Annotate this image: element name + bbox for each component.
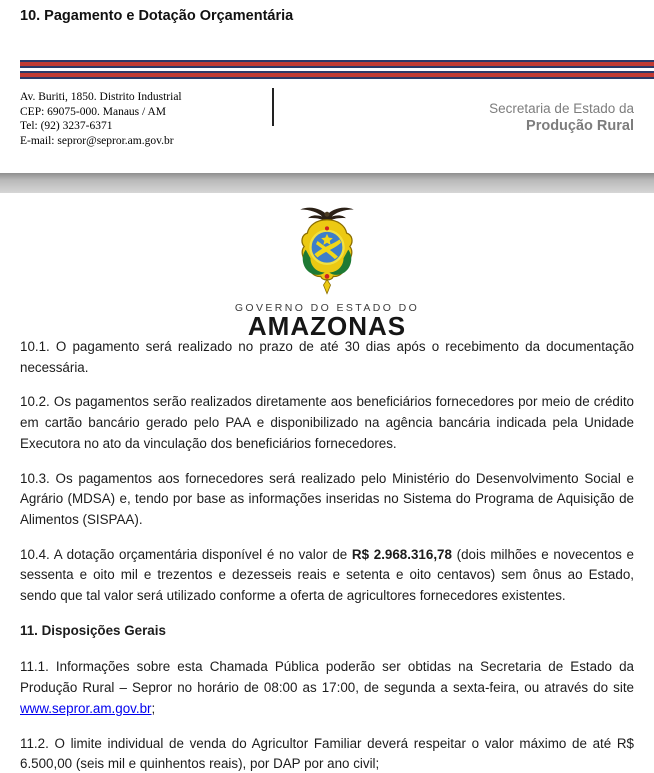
logo-state-name: AMAZONAS <box>247 311 407 341</box>
section-10-heading: 10. Pagamento e Dotação Orçamentária <box>20 8 294 24</box>
paragraph-10-1: 10.1. O pagamento será realizado no prazo de até 30 dias após o recebimento da documentação necessária. <box>20 339 634 375</box>
letterhead-divider <box>272 88 274 126</box>
letterhead-org-block <box>489 100 634 135</box>
document-body <box>20 337 634 773</box>
org-name-line1: Secretaria de Estado da <box>489 101 634 116</box>
sepror-website-link[interactable]: www.sepror.am.gov.br <box>20 700 152 716</box>
letterhead-address-block <box>20 90 182 148</box>
paragraph-11-1-suffix: ; <box>151 700 156 716</box>
stripe-ribbon-top <box>20 60 654 68</box>
paragraph-11-1-prefix: 11.1. Informações sobre esta Chamada Pública poderão ser obtidas na Secretaria de Estado da Produção Rural – Sepror no horário de 08:00 as 17:00, de segunda a sexta-feira, ou através do site <box>20 659 634 696</box>
address-line-cep: CEP: 69075-000. Manaus / AM <box>20 105 166 118</box>
paragraph-10-2: 10.2. Os pagamentos serão realizados diretamente aos beneficiários fornecedores por meio de crédito em cartão bancário gerado pelo PAA e disponibilizado na agência bancária indicada pela Unidade Executora no ato da vinculação dos beneficiários fornecedores. <box>20 394 634 451</box>
stripe-ribbon-bottom <box>20 71 654 79</box>
section-11-heading: 11. Disposições Gerais <box>20 622 166 638</box>
address-line-email: E-mail: sepror@sepror.am.gov.br <box>20 134 174 147</box>
paragraph-10-3: 10.3. Os pagamentos aos fornecedores será realizado pelo Ministério do Desenvolvimento Social e Agrário (MDSA) e, tendo por base as informações inseridas no Sistema do Programa de Aquisição de Alimentos (SISPAA). <box>20 470 634 527</box>
logo-caption: GOVERNO DO ESTADO DO <box>234 302 420 314</box>
paragraph-10-4-prefix: 10.4. A dotação orçamentária disponível é no valor de <box>20 546 352 562</box>
paragraph-11-2: 11.2. O limite individual de venda do Agricultor Familiar deverá respeitar o valor máximo de até R$ 6.500,00 (seis mil e quinhentos reais), por DAP por ano civil; <box>20 735 634 772</box>
amazonas-coat-of-arms-icon <box>287 204 367 300</box>
address-line-tel: Tel: (92) 3237-6371 <box>20 120 113 132</box>
budget-amount: R$ 2.968.316,78 <box>351 546 452 562</box>
paragraph-11-1 <box>20 657 634 719</box>
paragraph-10-4 <box>20 545 634 607</box>
org-name-line2: Produção Rural <box>526 118 634 134</box>
paragraph-10-4-suffix: (dois milhões e novecentos e sessenta e oito mil e trezentos e dezesseis reais e setenta e oito centavos) sem ônus ao Estado, sendo que tal valor será utilizado conforme a oferta de agricultores fornecedores existentes. <box>20 546 635 604</box>
gray-separator-bar <box>0 173 654 193</box>
address-line-street: Av. Buriti, 1850. Distrito Industrial <box>20 91 182 103</box>
letterhead-stripe-band <box>20 60 654 79</box>
